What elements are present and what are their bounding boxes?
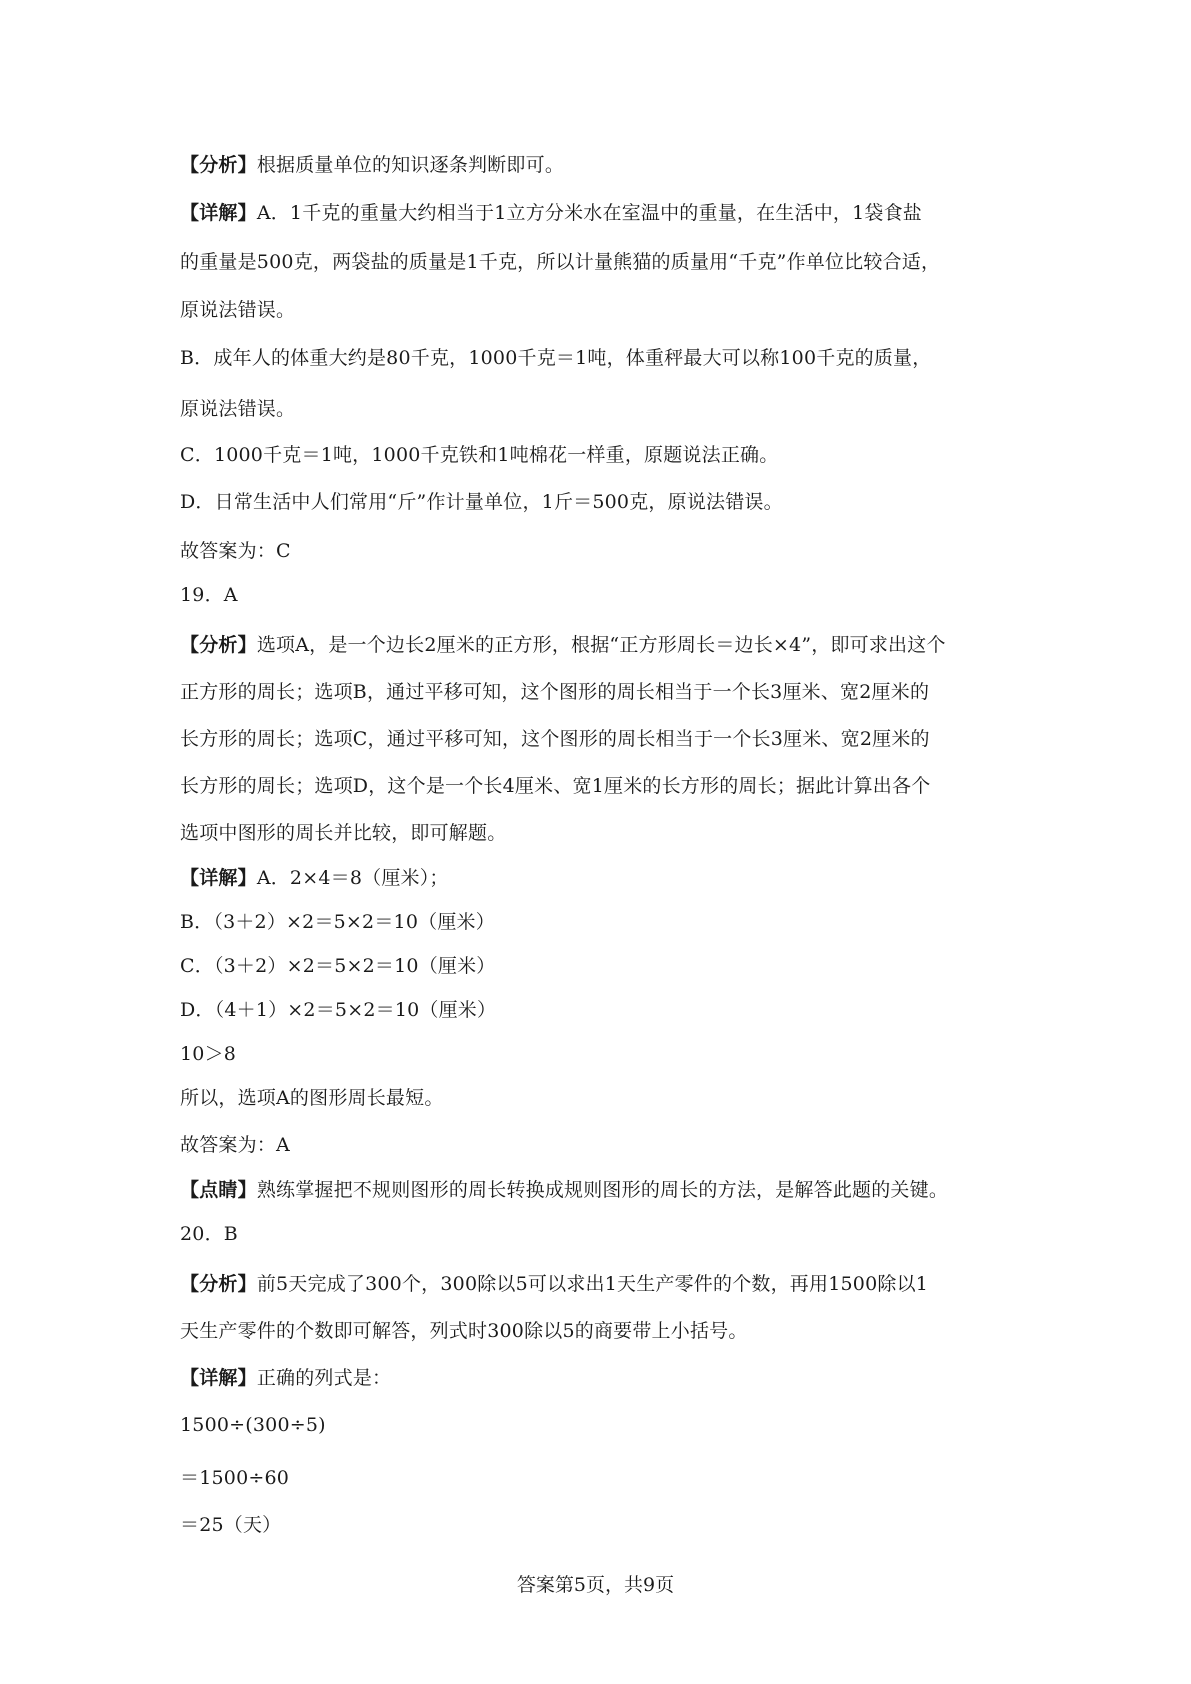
text-line [180,1269,1020,1299]
text-line: 选项中图形的周长并比较，即可解题。 [180,822,507,844]
analysis-text: 前5天完成了300个，300除以5可以求出1天生产零件的个数，再用1500除以1 [256,1273,929,1295]
detail-tag: 【详解】 [180,202,257,224]
analysis-tag: 【分析】 [180,634,257,656]
analysis-text: 选项A，是一个边长2厘米的正方形，根据“正方形周长＝边长×4”，即可求出这个 [256,634,946,656]
text-line: ＝1500÷60 [180,1467,290,1489]
text-line: 10＞8 [180,1043,237,1065]
text-line: ＝25（天） [180,1514,282,1536]
text-line: D．日常生活中人们常用“斤”作计量单位，1斤＝500克，原说法错误。 [180,491,783,513]
page-footer: 答案第5页，共9页 [516,1574,675,1596]
text-line [180,630,1020,660]
analysis-text: 根据质量单位的知识逐条判断即可。 [256,154,565,176]
text-line: C．（3＋2）×2＝5×2＝10（厘米） [180,955,496,977]
detail-text: 正确的列式是： [256,1367,392,1389]
text-line [180,863,1020,893]
text-line: D．（4＋1）×2＝5×2＝10（厘米） [180,999,497,1021]
analysis-tag: 【分析】 [180,154,257,176]
text-line: 原说法错误。 [180,398,296,420]
text-line: 天生产零件的个数即可解答，列式时300除以5的商要带上小括号。 [180,1320,748,1342]
text-line: 长方形的周长；选项D，这个是一个长4厘米、宽1厘米的长方形的周长；据此计算出各个 [180,775,931,797]
text-line: 所以，选项A的图形周长最短。 [180,1087,444,1109]
detail-tag: 【详解】 [180,1367,257,1389]
key-point-text: 熟练掌握把不规则图形的周长转换成规则图形的周长的方法，是解答此题的关键。 [256,1179,949,1201]
analysis-tag: 【分析】 [180,1273,257,1295]
text-line: B．成年人的体重大约是80千克，1000千克＝1吨，体重秤最大可以称100千克的质量， [180,347,932,369]
detail-text: A．1千克的重量大约相当于1立方分米水在室温中的重量，在生活中，1袋食盐 [256,202,923,224]
text-line [180,1363,1020,1393]
text-line: C．1000千克＝1吨，1000千克铁和1吨棉花一样重，原题说法正确。 [180,444,779,466]
question-number: 20．B [180,1223,238,1245]
text-line: 原说法错误。 [180,299,296,321]
key-point-tag: 【点睛】 [180,1179,257,1201]
text-line: B．（3＋2）×2＝5×2＝10（厘米） [180,911,495,933]
question-number: 19．A [180,584,238,606]
text-line [180,198,1020,228]
text-line: 正方形的周长；选项B，通过平移可知，这个图形的周长相当于一个长3厘米、宽2厘米的 [180,681,930,703]
text-line [180,1175,1020,1205]
text-line [180,150,1020,180]
text-line: 故答案为：C [180,540,291,562]
detail-text: A．2×4＝8（厘米）； [256,867,449,889]
answer-content [180,150,1020,1540]
text-line: 1500÷(300÷5) [180,1414,326,1436]
text-line: 长方形的周长；选项C，通过平移可知，这个图形的周长相当于一个长3厘米、宽2厘米的 [180,728,930,750]
text-line: 故答案为：A [180,1134,290,1156]
detail-tag: 【详解】 [180,867,257,889]
text-line: 的重量是500克，两袋盐的质量是1千克，所以计量熊猫的质量用“千克”作单位比较合适， [180,251,941,273]
